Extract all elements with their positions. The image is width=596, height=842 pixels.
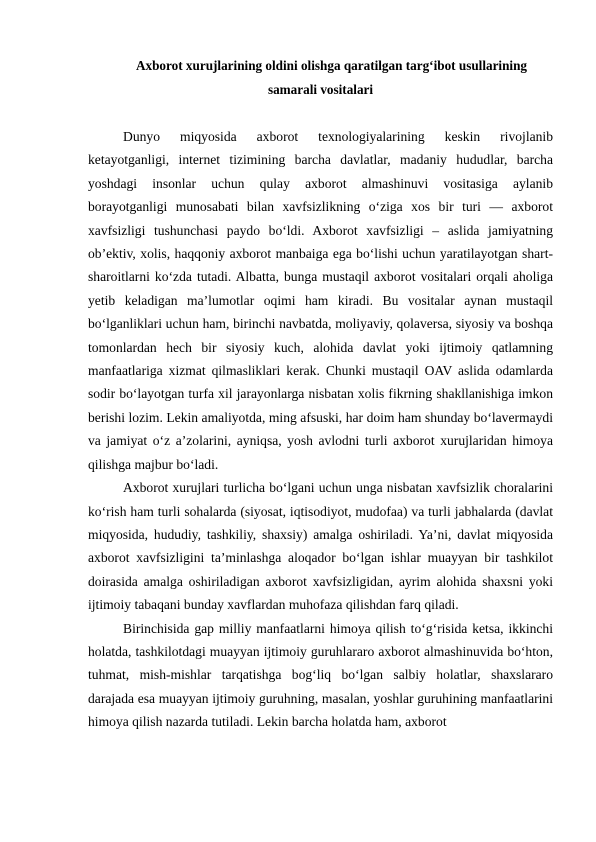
paragraph-3: Birinchisida gap milliy manfaatlarni himoya qilish to‘g‘risida ketsa, ikkinchi holatda, tashkilotdagi muayyan ijtimoiy guruhlararo axborot almashinuvida bo‘hton, tuhmat, mish-mishlar tarqatishga bog‘liq bo‘lgan salbiy holatlar, shaxslararo darajada esa muayyan ijtimoiy guruhning, masalan, yoshlar guruhining manfaatlarini himoya qilish nazarda tutiladi. Lekin barcha holatda ham, axborot bbox=[88, 620, 553, 730]
title-line-2: samarali vositalari bbox=[267, 82, 374, 97]
paragraph-1: Dunyo miqyosida axborot texnologiyalarining keskin rivojlanib ketayotganligi, internet tizimining barcha davlatlar, madaniy hududlar, barcha yoshdagi insonlar uchun qulay axborot almashinuvi vositasiga aylanib borayotganligi munosabati bilan xavfsizlikning o‘ziga xos bir turi — axborot xavfsizligi tushunchasi paydo bo‘ldi. Axborot xavfsizligi – aslida jamiyatning ob’ektiv, xolis, haqqoniy axborot manbaiga ega bo‘lishi uchun yaratilayotgan shart-sharoitlarni ko‘zda tutadi. Albatta, bunga mustaqil axborot vositalari orqali aholiga yetib keladigan ma’lumotlar oqimi ham kiradi. Bu vositalar aynan mustaqil bo‘lganliklari uchun ham, birinchi navbatda, moliyaviy, qolaversa, siyosiy va boshqa tomonlardan hech bir siyosiy kuch, alohida davlat yoki ijtimoiy qatlamning manfaatlariga xizmat qilmasliklari kerak. Chunki mustaqil OAV aslida odamlarda sodir bo‘layotgan turfa xil jarayonlarga nisbatan xolis fikrning shakllanishiga imkon berishi lozim. Lekin amaliyotda, ming afsuski, har doim ham shunday bo‘lavermaydi va jamiyat o‘z a’zolarini, ayniqsa, yosh avlodni turli axborot xurujlaridan himoya qilishga majbur bo‘ladi. bbox=[88, 129, 553, 472]
document-body bbox=[88, 125, 553, 734]
paragraph-2: Axborot xurujlari turlicha bo‘lgani uchun unga nisbatan xavfsizlik choralarini ko‘rish ham turli sohalarda (siyosat, iqtisodiyot, mudofaa) va turli jabhalarda (davlat miqyosida, hududiy, tashkiliy, shaxsiy) amalga oshiriladi. Ya’ni, davlat miqyosida axborot xavfsizligini ta’minlashga aloqador bo‘lgan ishlar muayyan bir tashkilot doirasida amalga oshiriladigan axborot xavfsizligidan, ayrim alohida shaxsni yoki ijtimoiy tabaqani bunday xavflardan muhofaza qilishdan farq qiladi. bbox=[88, 480, 553, 613]
document-title bbox=[88, 54, 553, 102]
title-line-1: Axborot xurujlarining oldini olishga qaratilgan targ‘ibot usullarining bbox=[135, 58, 528, 73]
